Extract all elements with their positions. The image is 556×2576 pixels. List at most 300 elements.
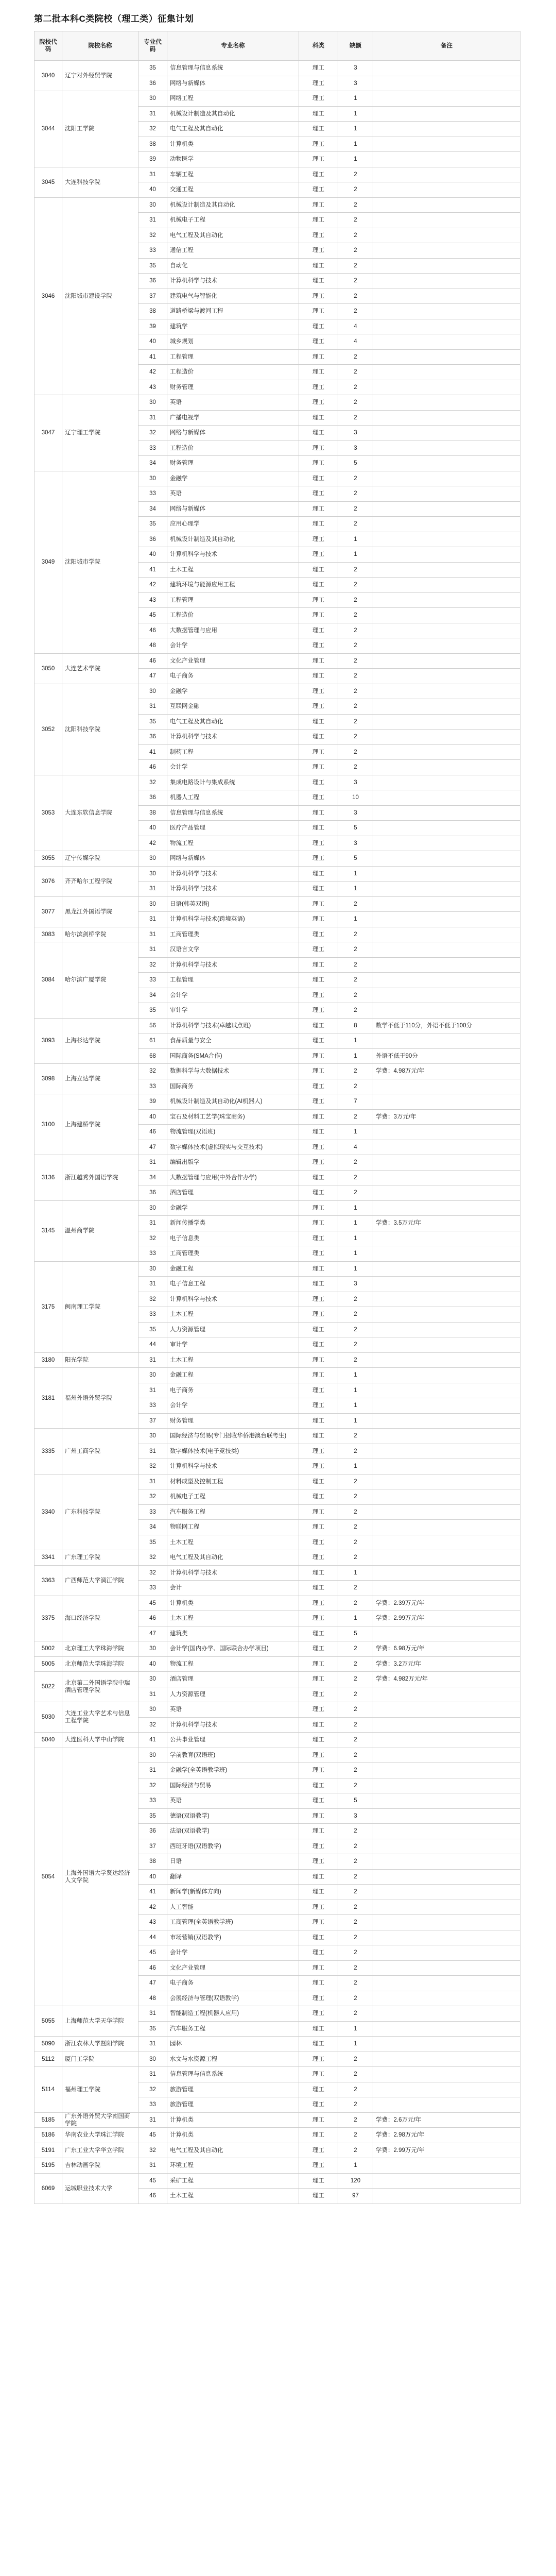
major-code-cell: 36 [138,1824,167,1839]
major-code-cell: 41 [138,349,167,365]
major-code-cell: 31 [138,1352,167,1368]
category-cell: 理工 [299,122,338,137]
category-cell: 理工 [299,517,338,532]
school-code-cell: 3049 [34,471,62,653]
school-code-cell: 3180 [34,1352,62,1368]
category-cell: 理工 [299,836,338,851]
vacancy-cell: 2 [338,1079,373,1094]
vacancy-cell: 2 [338,1535,373,1550]
major-code-cell: 30 [138,1368,167,1383]
category-cell: 理工 [299,1231,338,1246]
major-name-cell: 建筑类 [167,1626,299,1641]
note-cell [373,319,520,334]
note-cell [373,927,520,942]
vacancy-cell: 2 [338,1930,373,1945]
category-cell: 理工 [299,1018,338,1033]
vacancy-cell: 2 [338,410,373,426]
school-name-cell: 闽南理工学院 [62,1261,138,1352]
note-cell [373,1900,520,1915]
vacancy-cell: 10 [338,790,373,806]
major-code-cell: 34 [138,988,167,1003]
category-cell: 理工 [299,1033,338,1049]
major-name-cell: 工商管理类 [167,1246,299,1262]
major-name-cell: 网络与新媒体 [167,426,299,441]
major-code-cell: 35 [138,1322,167,1337]
note-cell: 数学不低于110分，外语不低于100分 [373,1018,520,1033]
category-cell: 理工 [299,2097,338,2113]
vacancy-cell: 2 [338,1596,373,1611]
vacancy-cell: 2 [338,2097,373,2113]
note-cell [373,1170,520,1185]
category-cell: 理工 [299,1109,338,1125]
category-cell: 理工 [299,2021,338,2037]
table-row [34,61,520,76]
category-cell: 理工 [299,456,338,471]
school-name-cell: 福州理工学院 [62,2067,138,2113]
major-name-cell: 交通工程 [167,182,299,198]
major-code-cell: 31 [138,1277,167,1292]
note-cell: 学费：4.98万元/年 [373,1064,520,1079]
note-cell [373,578,520,593]
major-name-cell: 信息管理与信息系统 [167,2067,299,2082]
vacancy-cell: 2 [338,213,373,228]
vacancy-cell: 2 [338,1960,373,1976]
category-cell: 理工 [299,1550,338,1566]
category-cell: 理工 [299,228,338,243]
vacancy-cell: 1 [338,1246,373,1262]
major-code-cell: 32 [138,1550,167,1566]
category-cell: 理工 [299,395,338,411]
note-cell [373,1687,520,1702]
major-code-cell: 61 [138,1033,167,1049]
note-cell: 学费：2.99万元/年 [373,1611,520,1626]
major-name-cell: 土木工程 [167,1307,299,1323]
major-name-cell: 市场营销(双语教学) [167,1930,299,1945]
category-cell: 理工 [299,2052,338,2067]
major-code-cell: 33 [138,2097,167,2113]
vacancy-cell: 2 [338,1672,373,1687]
major-name-cell: 机械电子工程 [167,1489,299,1505]
major-name-cell: 计算机科学与技术 [167,1292,299,1307]
table-row [34,1064,520,1079]
major-name-cell: 计算机类 [167,2128,299,2143]
vacancy-cell: 2 [338,486,373,502]
note-cell [373,1945,520,1961]
major-name-cell: 工商管理类 [167,927,299,942]
major-code-cell: 32 [138,1292,167,1307]
category-cell: 理工 [299,821,338,836]
note-cell: 学费：2.39万元/年 [373,1596,520,1611]
vacancy-cell: 1 [338,1200,373,1216]
vacancy-cell: 1 [338,1383,373,1398]
vacancy-cell: 2 [338,1581,373,1596]
vacancy-cell: 2 [338,2143,373,2158]
note-cell [373,730,520,745]
major-name-cell: 机械设计制造及其自动化 [167,197,299,213]
major-name-cell: 机械设计制造及其自动化(AI机器人) [167,1094,299,1110]
major-code-cell: 38 [138,304,167,319]
major-code-cell: 32 [138,1064,167,1079]
vacancy-cell: 2 [338,578,373,593]
major-code-cell: 34 [138,456,167,471]
major-code-cell: 39 [138,152,167,167]
note-cell [373,137,520,152]
major-name-cell: 计算机科学与技术 [167,1717,299,1733]
category-cell: 理工 [299,730,338,745]
category-cell: 理工 [299,1900,338,1915]
school-code-cell: 5090 [34,2037,62,2052]
table-row [34,1094,520,1110]
category-cell: 理工 [299,805,338,821]
major-name-cell: 材料成型及控制工程 [167,1474,299,1489]
school-code-cell: 5055 [34,2006,62,2037]
table-row [34,197,520,213]
major-code-cell: 31 [138,1155,167,1171]
major-code-cell: 30 [138,2052,167,2067]
major-name-cell: 机械设计制造及其自动化 [167,106,299,122]
note-cell [373,1413,520,1429]
note-cell [373,182,520,198]
vacancy-cell: 3 [338,440,373,456]
note-cell [373,805,520,821]
category-cell: 理工 [299,2173,338,2189]
note-cell [373,1231,520,1246]
table-row [34,471,520,486]
note-cell [373,456,520,471]
vacancy-cell: 1 [338,2158,373,2174]
category-cell: 理工 [299,714,338,730]
major-code-cell: 33 [138,486,167,502]
table-row [34,1018,520,1033]
major-name-cell: 建筑学 [167,319,299,334]
major-code-cell: 48 [138,638,167,654]
category-cell: 理工 [299,2082,338,2097]
major-name-cell: 人工智能 [167,1900,299,1915]
major-code-cell: 42 [138,1900,167,1915]
major-code-cell: 30 [138,1429,167,1444]
vacancy-cell: 1 [338,1565,373,1581]
note-cell [373,1854,520,1870]
category-cell: 理工 [299,1733,338,1748]
major-code-cell: 46 [138,1125,167,1140]
table-row [34,942,520,958]
note-cell [373,821,520,836]
major-code-cell: 31 [138,927,167,942]
vacancy-cell: 2 [338,730,373,745]
note-cell [373,1277,520,1292]
major-code-cell: 47 [138,1140,167,1155]
vacancy-cell: 2 [338,1763,373,1778]
category-cell: 理工 [299,1641,338,1657]
school-code-cell: 5191 [34,2143,62,2158]
table-row [34,927,520,942]
category-cell: 理工 [299,2128,338,2143]
major-name-cell: 英语 [167,486,299,502]
major-code-cell: 43 [138,1915,167,1930]
header-note: 备注 [373,31,520,61]
vacancy-cell: 1 [338,1459,373,1475]
note-cell [373,1094,520,1110]
major-code-cell: 31 [138,213,167,228]
vacancy-cell: 2 [338,1687,373,1702]
category-cell: 理工 [299,1368,338,1383]
note-cell [373,1550,520,1566]
vacancy-cell: 2 [338,744,373,760]
vacancy-cell: 3 [338,426,373,441]
vacancy-cell: 2 [338,973,373,988]
school-code-cell: 3047 [34,395,62,471]
category-cell: 理工 [299,1656,338,1672]
major-code-cell: 30 [138,91,167,107]
note-cell [373,2082,520,2097]
major-code-cell: 31 [138,1687,167,1702]
vacancy-cell: 2 [338,1504,373,1520]
school-code-cell: 3136 [34,1155,62,1201]
major-code-cell: 31 [138,2037,167,2052]
category-cell: 理工 [299,1504,338,1520]
vacancy-cell: 2 [338,1702,373,1718]
major-code-cell: 38 [138,805,167,821]
school-code-cell: 5040 [34,1733,62,1748]
category-cell: 理工 [299,912,338,927]
vacancy-cell: 5 [338,1626,373,1641]
vacancy-cell: 2 [338,608,373,623]
vacancy-cell: 2 [338,957,373,973]
table-row [34,1733,520,1748]
major-code-cell: 46 [138,653,167,669]
category-cell: 理工 [299,410,338,426]
school-name-cell: 大连艺术学院 [62,653,138,684]
major-code-cell: 40 [138,182,167,198]
major-code-cell: 31 [138,2112,167,2128]
vacancy-cell: 2 [338,684,373,699]
category-cell: 理工 [299,2143,338,2158]
category-cell: 理工 [299,1793,338,1809]
major-name-cell: 国际经济与贸易(专门招收华侨港澳台联考生) [167,1429,299,1444]
school-name-cell: 广东科技学院 [62,1474,138,1550]
major-code-cell: 30 [138,684,167,699]
note-cell [373,274,520,289]
school-name-cell: 北京师范大学珠海学院 [62,1656,138,1672]
major-code-cell: 32 [138,1489,167,1505]
major-code-cell: 31 [138,106,167,122]
major-code-cell: 31 [138,699,167,715]
note-cell [373,1717,520,1733]
category-cell: 理工 [299,152,338,167]
major-name-cell: 计算机科学与技术 [167,957,299,973]
major-name-cell: 西班牙语(双语教学) [167,1839,299,1854]
major-code-cell: 46 [138,623,167,638]
table-row [34,395,520,411]
school-name-cell: 沈阳工学院 [62,91,138,167]
note-cell [373,1960,520,1976]
vacancy-cell: 4 [338,319,373,334]
major-name-cell: 英语 [167,1702,299,1718]
major-code-cell: 37 [138,1413,167,1429]
major-name-cell: 土木工程 [167,562,299,578]
major-name-cell: 英语 [167,1793,299,1809]
category-cell: 理工 [299,91,338,107]
school-code-cell: 3341 [34,1550,62,1566]
note-cell [373,1352,520,1368]
category-cell: 理工 [299,669,338,684]
major-name-cell: 工程管理 [167,592,299,608]
category-cell: 理工 [299,882,338,897]
note-cell [373,973,520,988]
category-cell: 理工 [299,1717,338,1733]
vacancy-cell: 2 [338,1915,373,1930]
major-code-cell: 33 [138,243,167,259]
table-row [34,684,520,699]
major-name-cell: 财务管理 [167,456,299,471]
category-cell: 理工 [299,1261,338,1277]
vacancy-cell: 2 [338,988,373,1003]
major-code-cell: 43 [138,592,167,608]
note-cell [373,699,520,715]
major-code-cell: 33 [138,1398,167,1414]
vacancy-cell: 2 [338,258,373,274]
table-row [34,1200,520,1216]
note-cell [373,471,520,486]
major-name-cell: 物流管理(双语班) [167,1125,299,1140]
major-name-cell: 国际商务(SMA合作) [167,1048,299,1064]
table-row [34,2158,520,2174]
major-name-cell: 集成电路设计与集成系统 [167,775,299,790]
school-code-cell: 3050 [34,653,62,684]
major-code-cell: 40 [138,334,167,350]
table-row [34,1672,520,1687]
category-cell: 理工 [299,440,338,456]
school-code-cell: 3340 [34,1474,62,1550]
major-code-cell: 47 [138,1626,167,1641]
school-name-cell: 浙江越秀外国语学院 [62,1155,138,1201]
category-cell: 理工 [299,76,338,91]
vacancy-cell: 2 [338,1337,373,1353]
category-cell: 理工 [299,1824,338,1839]
vacancy-cell: 2 [338,1064,373,1079]
note-cell: 学费：3.2万元/年 [373,1656,520,1672]
note-cell [373,896,520,912]
note-cell [373,410,520,426]
major-code-cell: 31 [138,1216,167,1231]
category-cell: 理工 [299,1672,338,1687]
major-code-cell: 42 [138,836,167,851]
major-name-cell: 环境工程 [167,2158,299,2174]
major-name-cell: 新闻传播学类 [167,1216,299,1231]
table-row [34,2006,520,2022]
note-cell [373,653,520,669]
major-name-cell: 制药工程 [167,744,299,760]
category-cell: 理工 [299,1839,338,1854]
major-code-cell: 35 [138,1808,167,1824]
note-cell: 学费：3万元/年 [373,1109,520,1125]
major-name-cell: 自动化 [167,258,299,274]
vacancy-cell: 1 [338,122,373,137]
school-name-cell: 运城职业技术大学 [62,2173,138,2204]
school-name-cell: 哈尔滨剑桥学院 [62,927,138,942]
category-cell: 理工 [299,988,338,1003]
school-code-cell: 3076 [34,866,62,896]
school-code-cell: 5185 [34,2112,62,2128]
note-cell [373,2158,520,2174]
major-name-cell: 审计学 [167,1337,299,1353]
major-code-cell: 31 [138,942,167,958]
vacancy-cell: 1 [338,1216,373,1231]
table-row [34,1155,520,1171]
category-cell: 理工 [299,1763,338,1778]
note-cell [373,1003,520,1019]
vacancy-cell: 1 [338,1398,373,1414]
school-code-cell: 5195 [34,2158,62,2174]
major-code-cell: 47 [138,669,167,684]
school-code-cell: 5022 [34,1672,62,1702]
major-code-cell: 36 [138,1185,167,1201]
category-cell: 理工 [299,182,338,198]
vacancy-cell: 2 [338,623,373,638]
school-code-cell: 3052 [34,684,62,775]
note-cell [373,608,520,623]
school-name-cell: 广东外语外贸大学南国商学院 [62,2112,138,2128]
major-name-cell: 车辆工程 [167,167,299,182]
note-cell [373,1429,520,1444]
school-code-cell: 3145 [34,1200,62,1261]
school-code-cell: 5054 [34,1748,62,2006]
major-name-cell: 工程造价 [167,365,299,380]
vacancy-cell: 2 [338,1520,373,1535]
note-cell [373,2097,520,2113]
major-name-cell: 广播电视学 [167,410,299,426]
note-cell [373,106,520,122]
vacancy-cell: 2 [338,1824,373,1839]
major-name-cell: 计算机科学与技术(卓越试点班) [167,1018,299,1033]
vacancy-cell: 2 [338,760,373,775]
major-code-cell: 31 [138,1444,167,1459]
major-name-cell: 会计学 [167,988,299,1003]
category-cell: 理工 [299,896,338,912]
category-cell: 理工 [299,274,338,289]
major-name-cell: 金融学 [167,471,299,486]
category-cell: 理工 [299,486,338,502]
major-name-cell: 日语 [167,1854,299,1870]
school-code-cell: 3098 [34,1064,62,1094]
note-cell [373,2021,520,2037]
note-cell [373,1079,520,1094]
category-cell: 理工 [299,653,338,669]
note-cell [373,380,520,395]
category-cell: 理工 [299,1170,338,1185]
category-cell: 理工 [299,1064,338,1079]
major-code-cell: 38 [138,137,167,152]
major-code-cell: 32 [138,957,167,973]
category-cell: 理工 [299,1048,338,1064]
category-cell: 理工 [299,213,338,228]
vacancy-cell: 2 [338,2082,373,2097]
vacancy-cell: 2 [338,1109,373,1125]
school-name-cell: 上海师范大学天华学院 [62,2006,138,2037]
category-cell: 理工 [299,1687,338,1702]
major-name-cell: 采矿工程 [167,2173,299,2189]
major-name-cell: 金融学 [167,1200,299,1216]
school-code-cell: 5114 [34,2067,62,2113]
category-cell: 理工 [299,1398,338,1414]
category-cell: 理工 [299,258,338,274]
major-name-cell: 计算机类 [167,2112,299,2128]
category-cell: 理工 [299,2189,338,2204]
header-vacancy: 缺额 [338,31,373,61]
school-name-cell: 上海杉达学院 [62,1018,138,1064]
major-name-cell: 计算机类 [167,1596,299,1611]
major-name-cell: 会计学(国内办学、国际联合办学项目) [167,1641,299,1657]
